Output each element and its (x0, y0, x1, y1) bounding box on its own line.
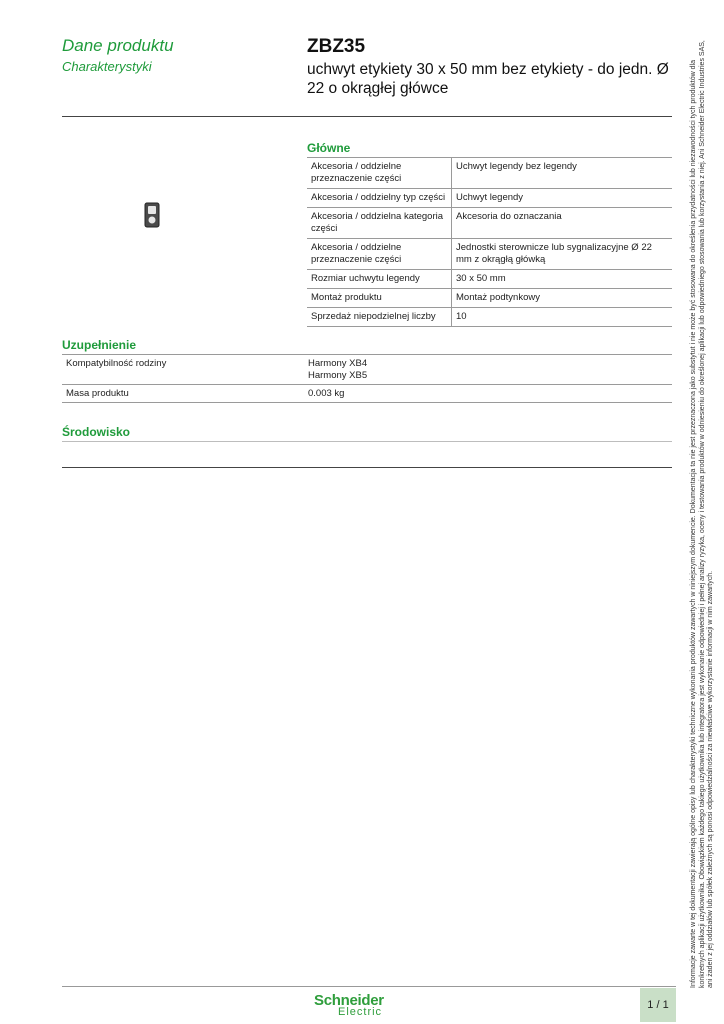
spec-key: Akcesoria / oddzielna kategoria części (307, 208, 452, 239)
product-code: ZBZ35 (307, 36, 366, 57)
spec-value: 10 (452, 308, 673, 327)
table-row (307, 239, 672, 270)
doc-subtitle: Charakterystyki (62, 59, 152, 74)
spec-key: Montaż produktu (307, 289, 452, 308)
doc-title: Dane produktu (62, 36, 174, 55)
schneider-logo (314, 992, 384, 1018)
table-row (62, 355, 672, 385)
side-disclaimer: Informacje zawarte w tej dokumentacji zawierają ogólne opisy lub charakterystyki techniczne wykonania produktów zawartych w niniejszym dokumencie. Dokumentacja ta nie jest przeznaczona jako substytut i nie może być stosowana do określenia przydatności lub niezawodności tych produktów dla konkretnych aplikacji użytkownika. Obowiązkiem każdego takiego użytkownika lub integratora jest wykonanie odpowiedniej i pełnej analizy ryzyka, oceny i testowania produktów w odniesieniu do określonej aplikacji lub odpowiedniego stosowania lub korzystania z niej. Ani Schneider Electric Industries SAS, ani żaden z jej oddziałów lub spółek zależnych są ponosi odpowiedzialności za niewłaściwe wykorzystanie informacji w nim zawartych. (690, 40, 714, 988)
label-holder-icon (144, 202, 160, 228)
page-number: 1 / 1 (640, 988, 676, 1022)
table-row (307, 208, 672, 239)
spec-value: Uchwyt legendy (452, 189, 673, 208)
table-row (307, 308, 672, 327)
environment-divider (62, 441, 672, 442)
section-title-main: Główne (307, 141, 351, 155)
product-description: uchwyt etykiety 30 x 50 mm bez etykiety - do jedn. Ø 22 o okrągłej główce (307, 61, 669, 97)
spec-key: Masa produktu (66, 388, 129, 399)
spec-value: 30 x 50 mm (452, 270, 673, 289)
spec-value-line: Harmony XB4 (308, 358, 368, 369)
brand-name: Schneider (314, 992, 384, 1009)
brand-sub: Electric (338, 1006, 383, 1018)
table-row (307, 270, 672, 289)
spec-value: 0.003 kg (308, 388, 345, 399)
product-image (144, 202, 160, 233)
spec-key: Rozmiar uchwytu legendy (307, 270, 452, 289)
spec-value-line: Harmony XB5 (308, 370, 368, 381)
spec-value: Montaż podtynkowy (452, 289, 673, 308)
main-spec-table (307, 157, 672, 327)
table-row (307, 289, 672, 308)
spec-key: Sprzedaż niepodzielnej liczby (307, 308, 452, 327)
table-row (307, 189, 672, 208)
spec-value: Uchwyt legendy bez legendy (452, 158, 673, 189)
spec-key: Akcesoria / oddzielny typ części (307, 189, 452, 208)
header-divider (62, 116, 672, 117)
spec-value: Akcesoria do oznaczania (452, 208, 673, 239)
table-row (62, 385, 672, 403)
spec-value: Jednostki sterownicze lub sygnalizacyjne Ø 22 mm z okrągłą główką (452, 239, 673, 270)
table-row (307, 158, 672, 189)
section-title-supplement: Uzupełnienie (62, 338, 137, 352)
spec-key: Kompatybilność rodziny (66, 358, 167, 369)
spec-value (308, 358, 367, 382)
section-title-environment: Środowisko (62, 425, 131, 439)
spec-key: Akcesoria / oddzielne przeznaczenie części (307, 158, 452, 189)
supplement-spec-table (62, 354, 672, 403)
content-end-divider (62, 467, 672, 468)
spec-key: Akcesoria / oddzielne przeznaczenie części (307, 239, 452, 270)
footer-divider (62, 986, 676, 987)
